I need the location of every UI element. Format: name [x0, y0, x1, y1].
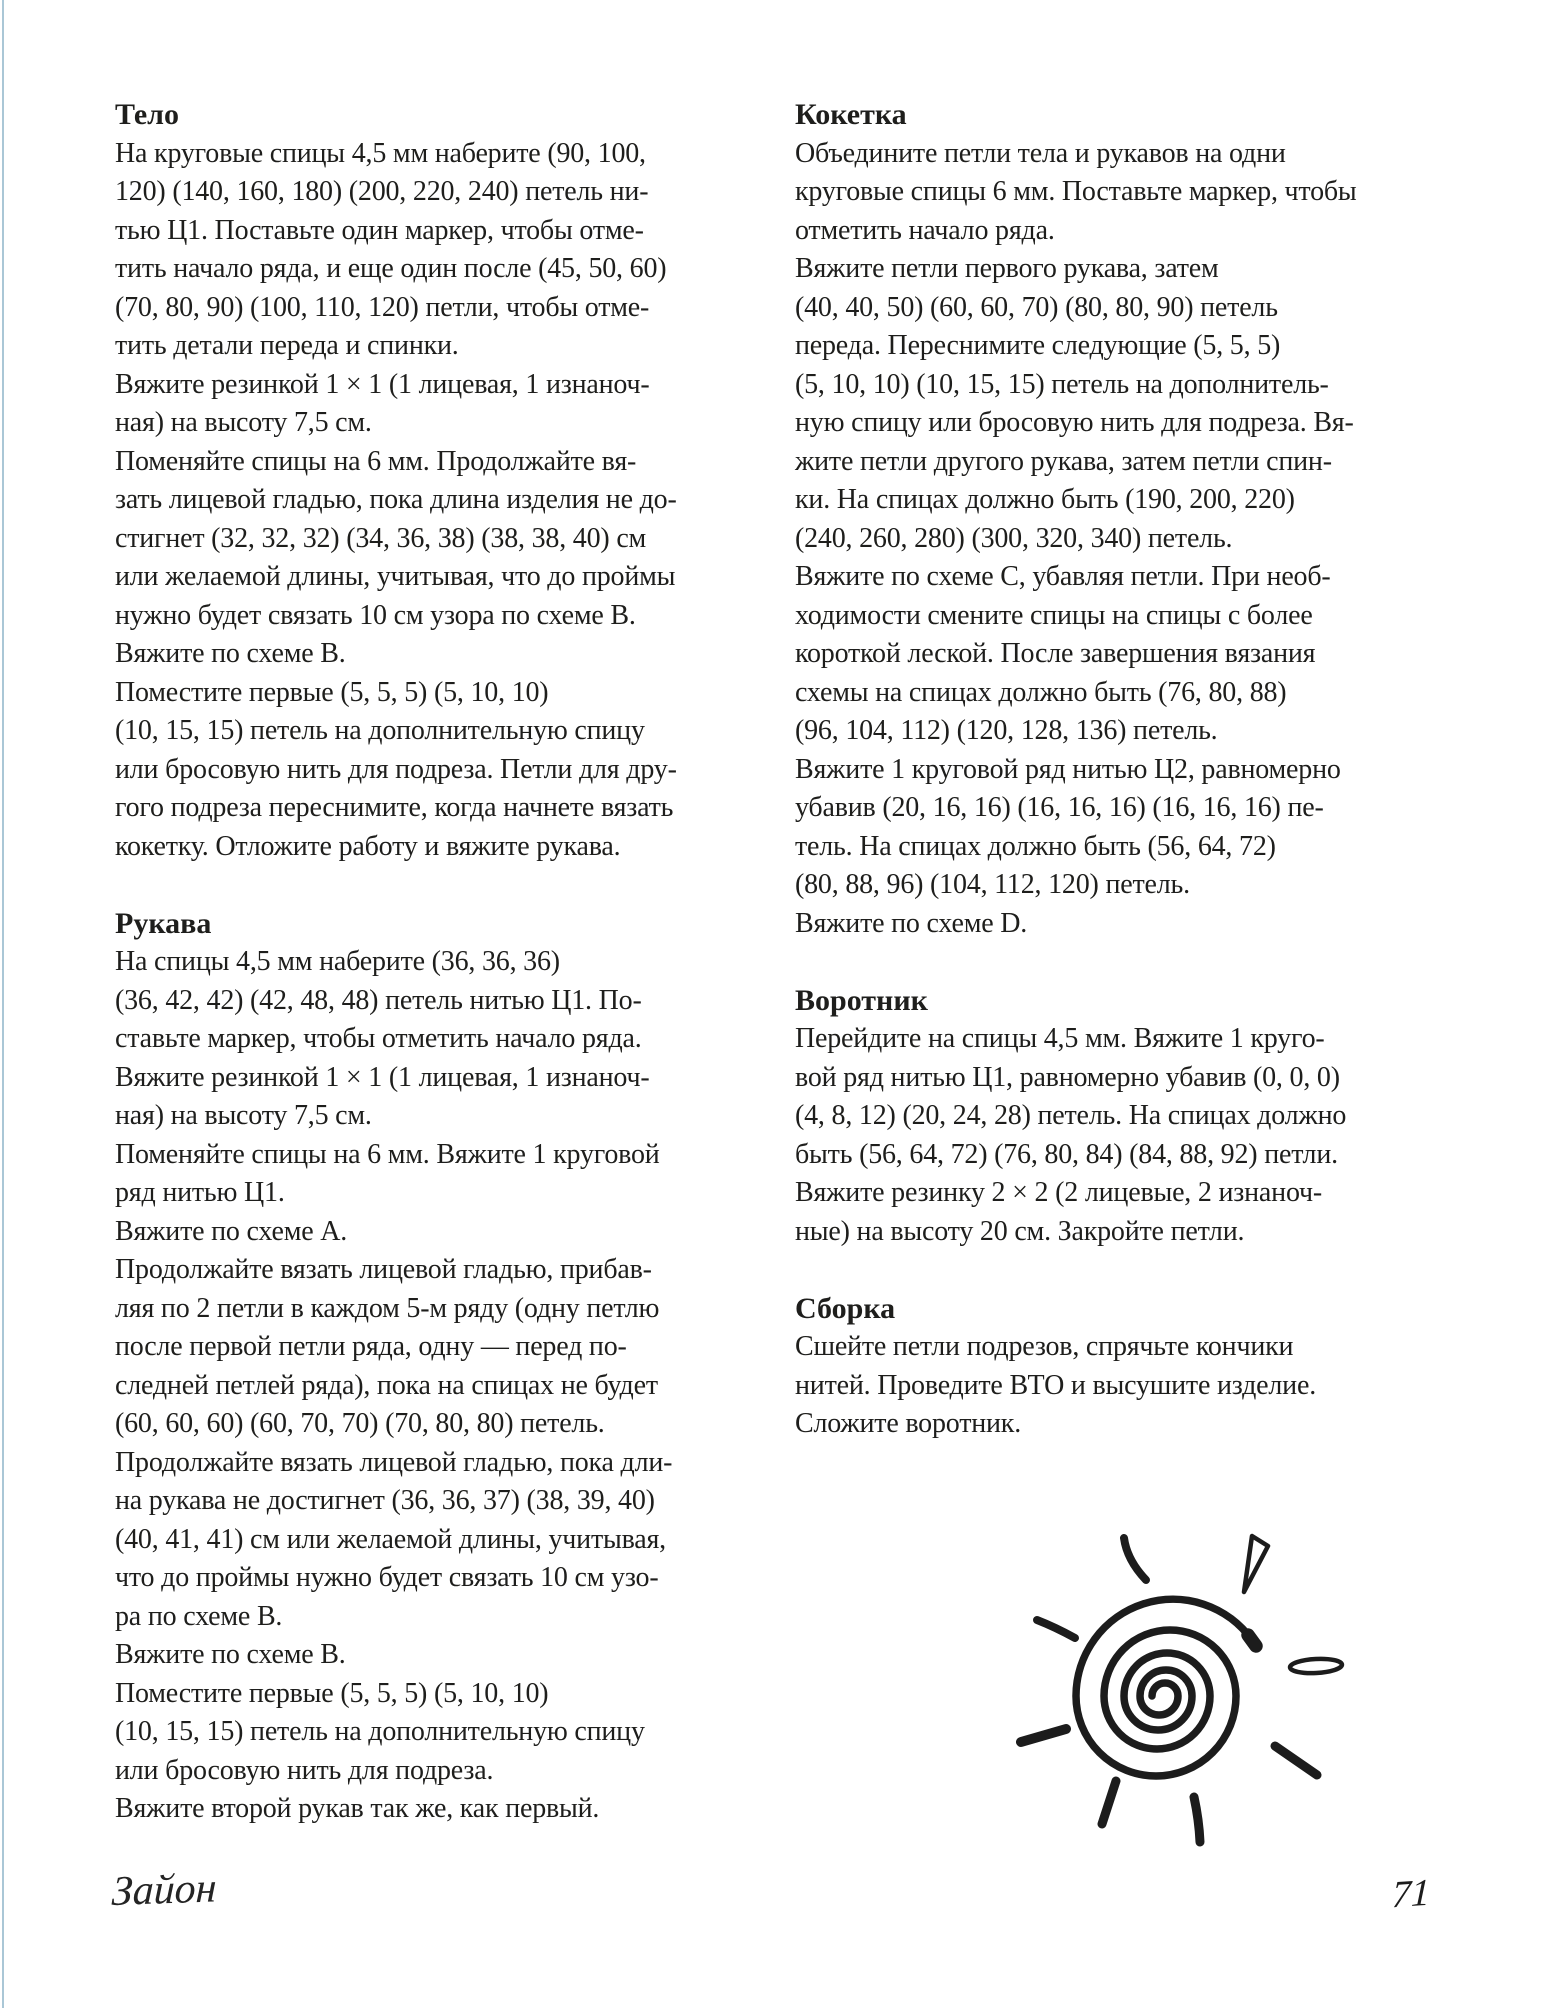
text-line: Вяжите резинкой 1 × 1 (1 лицевая, 1 изнаноч-: [115, 368, 650, 400]
text-line: (40, 41, 41) см или желаемой длины, учитывая,: [115, 1523, 666, 1555]
text-line: Поменяйте спицы на 6 мм. Продолжайте вя-: [115, 445, 637, 477]
text-line: На круговые спицы 4,5 мм наберите (90, 100,: [115, 137, 646, 169]
text-line: 120) (140, 160, 180) (200, 220, 240) петель ни-: [115, 176, 649, 207]
text-line: На спицы 4,5 мм наберите (36, 36, 36): [115, 946, 560, 977]
text-line: Вяжите петли первого рукава, затем: [795, 253, 1219, 284]
text-line: или бросовую нить для подреза.: [115, 1754, 494, 1786]
text-line: Сложите воротник.: [795, 1408, 1022, 1439]
text-line: Вяжите по схеме A.: [115, 1215, 348, 1247]
section-title-body: Тело: [115, 98, 180, 131]
text-line: вой ряд нитью Ц1, равномерно убавив (0, 0, 0): [795, 1061, 1340, 1093]
sun-ray-bottom-left: [1102, 1781, 1116, 1824]
text-line: гого подреза переснимите, когда начнете вязать: [115, 792, 674, 823]
text-line: ная) на высоту 7,5 см.: [115, 1100, 372, 1131]
text-line: ная) на высоту 7,5 см.: [115, 407, 372, 438]
left-column: [115, 96, 755, 1829]
text-line: тить начало ряда, и еще один после (45, 50, 60): [115, 253, 667, 284]
text-line: Вяжите резинку 2 × 2 (2 лицевые, 2 изнаноч-: [795, 1177, 1323, 1208]
text-line: нитей. Проведите ВТО и высушите изделие.: [795, 1369, 1316, 1401]
sun-ray-lower-left: [1021, 1729, 1066, 1742]
text-line: Вяжите по схеме C, убавляя петли. При необ-: [795, 561, 1331, 592]
text-line: кокетку. Отложите работу и вяжите рукава.: [115, 830, 621, 862]
text-line: (5, 10, 10) (10, 15, 15) петель на дополнитель-: [795, 368, 1329, 400]
text-line: (96, 104, 112) (120, 128, 136) петель.: [795, 715, 1218, 746]
text-line: убавив (20, 16, 16) (16, 16, 16) (16, 16, 16) пе-: [795, 792, 1324, 823]
section-title-assembly: Сборка: [795, 1291, 896, 1325]
page-edge-accent: [2, 0, 4, 2008]
text-line: Сшейте петли подрезов, спрячьте кончики: [795, 1331, 1294, 1362]
page-number: 71: [1391, 1871, 1431, 1917]
section-assembly: [795, 1290, 1455, 1444]
right-column: [795, 96, 1455, 1444]
text-line: (4, 8, 12) (20, 24, 28) петель. На спицах должно: [795, 1100, 1347, 1131]
text-line: Продолжайте вязать лицевой гладью, прибав-: [115, 1254, 652, 1285]
text-line: ки. На спицах должно быть (190, 200, 220): [795, 484, 1295, 515]
text-line: что до проймы нужно будет связать 10 см узо-: [115, 1562, 659, 1593]
text-line: тью Ц1. Поставьте один маркер, чтобы отме-: [115, 214, 644, 246]
text-line: переда. Переснимите следующие (5, 5, 5): [795, 330, 1281, 361]
text-line: короткой леской. После завершения вязания: [795, 638, 1316, 669]
sun-spiral: [1076, 1599, 1252, 1776]
text-line: ставьте маркер, чтобы отметить начало ряда.: [115, 1023, 642, 1054]
section-title-yoke: Кокетка: [795, 98, 907, 131]
sun-ray-right: [1290, 1658, 1343, 1675]
text-line: тель. На спицах должно быть (56, 64, 72): [795, 830, 1276, 862]
sun-spiral-end-blob: [1248, 1635, 1256, 1646]
text-line: Вяжите второй рукав так же, как первый.: [115, 1793, 600, 1824]
section-body: [115, 96, 755, 866]
section-yoke: [795, 96, 1455, 943]
text-line: Объедините петли тела и рукавов на одни: [795, 137, 1286, 169]
sun-ray-bottom: [1194, 1797, 1200, 1842]
text-line: (36, 42, 42) (42, 48, 48) петель нитью Ц1. По-: [115, 984, 642, 1016]
text-line: ляя по 2 петли в каждом 5-м ряду (одну петлю: [115, 1292, 660, 1324]
section-title-sleeves: Рукава: [115, 906, 212, 940]
text-line: (240, 260, 280) (300, 320, 340) петель.: [795, 522, 1233, 554]
text-line: Продолжайте вязать лицевой гладью, пока дли-: [115, 1446, 673, 1478]
text-line: Вяжите по схеме D.: [795, 907, 1028, 939]
text-line: Вяжите резинкой 1 × 1 (1 лицевая, 1 изнаноч-: [115, 1061, 650, 1093]
text-line: жите петли другого рукава, затем петли спин-: [795, 445, 1332, 477]
text-line: после первой петли ряда, одну — перед по-: [115, 1331, 627, 1362]
sun-ray-top-right: [1244, 1536, 1268, 1592]
sun-ray-lower-right: [1275, 1746, 1317, 1775]
section-sleeves: [115, 905, 755, 1829]
text-line: зать лицевой гладью, пока длина изделия не до-: [115, 484, 677, 515]
text-line: ные) на высоту 20 см. Закройте петли.: [795, 1215, 1245, 1247]
text-line: (40, 40, 50) (60, 60, 70) (80, 80, 90) петель: [795, 291, 1278, 323]
text-line: Вяжите по схеме B.: [115, 1639, 346, 1670]
text-line: круговые спицы 6 мм. Поставьте маркер, чтобы: [795, 176, 1357, 207]
text-line: (80, 88, 96) (104, 112, 120) петель.: [795, 869, 1190, 900]
text-line: ходимости смените спицы на спицы с более: [795, 599, 1313, 631]
section-title-collar: Воротник: [795, 983, 928, 1017]
section-text-collar: [795, 1020, 1455, 1251]
section-text-assembly: [795, 1328, 1455, 1444]
text-line: (60, 60, 60) (60, 70, 70) (70, 80, 80) петель.: [115, 1408, 605, 1439]
text-line: следней петлей ряда), пока на спицах не будет: [115, 1369, 658, 1401]
text-line: или бросовую нить для подреза. Петли для дру-: [115, 753, 677, 785]
text-line: быть (56, 64, 72) (76, 80, 84) (84, 88, 92) петли.: [795, 1138, 1338, 1170]
text-line: (10, 15, 15) петель на дополнительную спицу: [115, 1716, 645, 1747]
text-line: отметить начало ряда.: [795, 214, 1055, 246]
text-line: ряд нитью Ц1.: [115, 1177, 285, 1208]
sun-ray-top-left: [1124, 1538, 1146, 1580]
text-line: стигнет (32, 32, 32) (34, 36, 38) (38, 38, 40) см: [115, 522, 647, 554]
text-line: схемы на спицах должно быть (76, 80, 88): [795, 676, 1287, 708]
text-line: Вяжите 1 круговой ряд нитью Ц2, равномерно: [795, 753, 1341, 785]
text-line: Вяжите по схеме B.: [115, 638, 346, 669]
text-line: ра по схеме B.: [115, 1600, 283, 1632]
text-line: на рукава не достигнет (36, 36, 37) (38, 39, 40): [115, 1485, 655, 1516]
handwritten-signature: Зайон: [111, 1865, 218, 1916]
text-line: или желаемой длины, учитывая, что до проймы: [115, 561, 676, 592]
text-line: (10, 15, 15) петель на дополнительную спицу: [115, 715, 645, 746]
text-line: нужно будет связать 10 см узора по схеме B.: [115, 599, 636, 631]
text-line: тить детали переда и спинки.: [115, 330, 459, 361]
section-collar: [795, 982, 1455, 1252]
sun-ray-left: [1037, 1620, 1075, 1638]
text-line: Поменяйте спицы на 6 мм. Вяжите 1 круговой: [115, 1138, 660, 1170]
text-line: (70, 80, 90) (100, 110, 120) петли, чтобы отме-: [115, 291, 650, 323]
section-text-yoke: [795, 135, 1455, 944]
text-line: ную спицу или бросовую нить для подреза. Вя-: [795, 407, 1354, 438]
text-line: Поместите первые (5, 5, 5) (5, 10, 10): [115, 676, 549, 708]
text-line: Поместите первые (5, 5, 5) (5, 10, 10): [115, 1677, 549, 1709]
text-line: Перейдите на спицы 4,5 мм. Вяжите 1 круго-: [795, 1023, 1325, 1054]
section-text-body: [115, 135, 755, 867]
sun-spiral-illustration: [1000, 1480, 1360, 1860]
section-text-sleeves: [115, 943, 755, 1829]
